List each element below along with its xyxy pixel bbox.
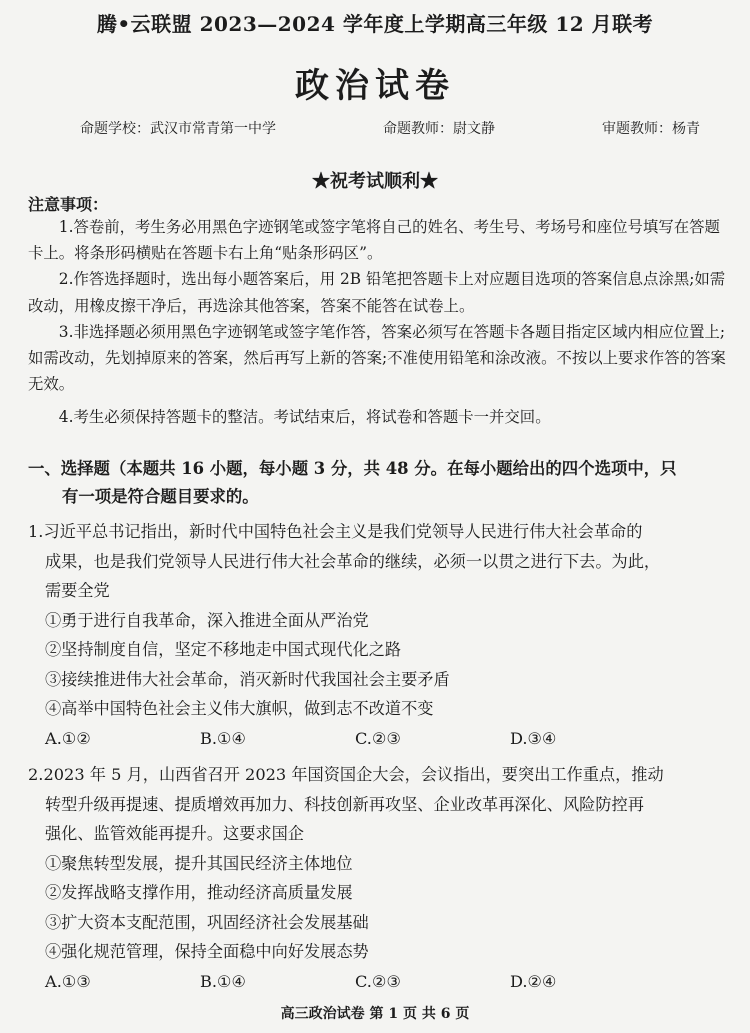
- section-heading-line1: 一、选择题（本题共 16 小题，每小题 3 分，共 48 分。在每小题给出的四个选项中，只: [28, 459, 677, 478]
- answer-choices: [28, 967, 665, 997]
- exam-meta: [80, 118, 700, 138]
- answer-choice-a: A.①③: [45, 971, 91, 991]
- notice-item: 3.非选择题必须用黑色字迹钢笔或签字笔作答，答案必须写在答题卡各题目指定区域内相应位置上;如需改动，先划掉原来的答案，然后再写上新的答案;不准使用铅笔和涂改液。不按以上要求作答的答案无效。: [28, 322, 726, 394]
- page-footer: 高三政治试卷 第 1 页 共 6 页: [280, 1006, 470, 1022]
- section-heading-line2: 有一项是符合题目要求的。: [62, 487, 259, 506]
- notice-item: 4.考生必须保持答题卡的整洁。考试结束后，将试卷和答题卡一并交回。: [58, 408, 551, 427]
- meta-school: 命题学校：武汉市常青第一中学: [80, 121, 276, 137]
- question-stem-cont: 强化、监管效能再提升。这要求国企: [45, 824, 304, 843]
- question-stem: 2.2023 年 5 月，山西省召开 2023 年国资国企大会，会议指出，要突出工作重点，推动: [28, 765, 664, 784]
- notice-heading: 注意事项：: [28, 195, 109, 214]
- notice-body: [28, 214, 728, 431]
- answer-choice-d: D.②④: [510, 971, 557, 991]
- question-stem-cont: 转型升级再提速、提质增效再加力、科技创新再攻坚、企业改革再深化、风险防控再: [45, 794, 644, 814]
- question-option: ①勇于进行自我革命，深入推进全面从严治党: [45, 610, 369, 630]
- exam-header-line: 腾•云联盟 2023—2024 学年度上学期高三年级 12 月联考: [96, 12, 654, 36]
- question-stem-cont: 需要全党: [45, 581, 110, 600]
- answer-choice-c: C.②③: [355, 728, 401, 748]
- answer-choice-d: D.③④: [510, 728, 557, 748]
- question-option: ②坚持制度自信，坚定不移地走中国式现代化之路: [45, 640, 402, 659]
- question-option: ③扩大资本支配范围，巩固经济社会发展基础: [45, 912, 369, 932]
- section-heading: [28, 455, 728, 511]
- question-option: ①聚焦转型发展，提升其国民经济主体地位: [45, 853, 353, 873]
- answer-choice-c: C.②③: [355, 971, 401, 991]
- meta-reviewer: 审题教师：杨青: [602, 121, 700, 137]
- question-option: ②发挥战略支撑作用，推动经济高质量发展: [45, 883, 353, 902]
- question-stem-cont: 成果，也是我们党领导人民进行伟大社会革命的继续，必须一以贯之进行下去。为此，: [45, 551, 661, 571]
- notice-item: 2.作答选择题时，选出每小题答案后，用 2B 铅笔把答题卡上对应题目选项的答案信息点涂黑;如需改动，用橡皮擦干净后，再选涂其他答案，答案不能答在试卷上。: [28, 270, 726, 315]
- answer-choice-a: A.①②: [45, 728, 91, 748]
- question-option: ④强化规范管理，保持全面稳中向好发展态势: [45, 942, 369, 961]
- notice-item: 1.答卷前，考生务必用黑色字迹钢笔或签字笔将自己的姓名、考生号、考场号和座位号填写在答题卡上。将条形码横贴在答题卡右上角“贴条形码区”。: [28, 218, 720, 263]
- question-option: ③接续推进伟大社会革命，消灭新时代我国社会主要矛盾: [45, 669, 450, 689]
- question-stem: 1.习近平总书记指出，新时代中国特色社会主义是我们党领导人民进行伟大社会革命的: [28, 522, 643, 541]
- exam-wish: ★祝考试顺利★: [312, 171, 438, 192]
- meta-author: 命题教师：尉文静: [383, 121, 495, 137]
- question-2: [28, 760, 728, 996]
- answer-choices: [28, 724, 665, 754]
- answer-choice-b: B.①④: [200, 728, 247, 748]
- question-1: [28, 517, 728, 753]
- question-option: ④高举中国特色社会主义伟大旗帜，做到志不改道不变: [45, 699, 434, 718]
- exam-title: 政治试卷: [295, 66, 455, 106]
- answer-choice-b: B.①④: [200, 971, 247, 991]
